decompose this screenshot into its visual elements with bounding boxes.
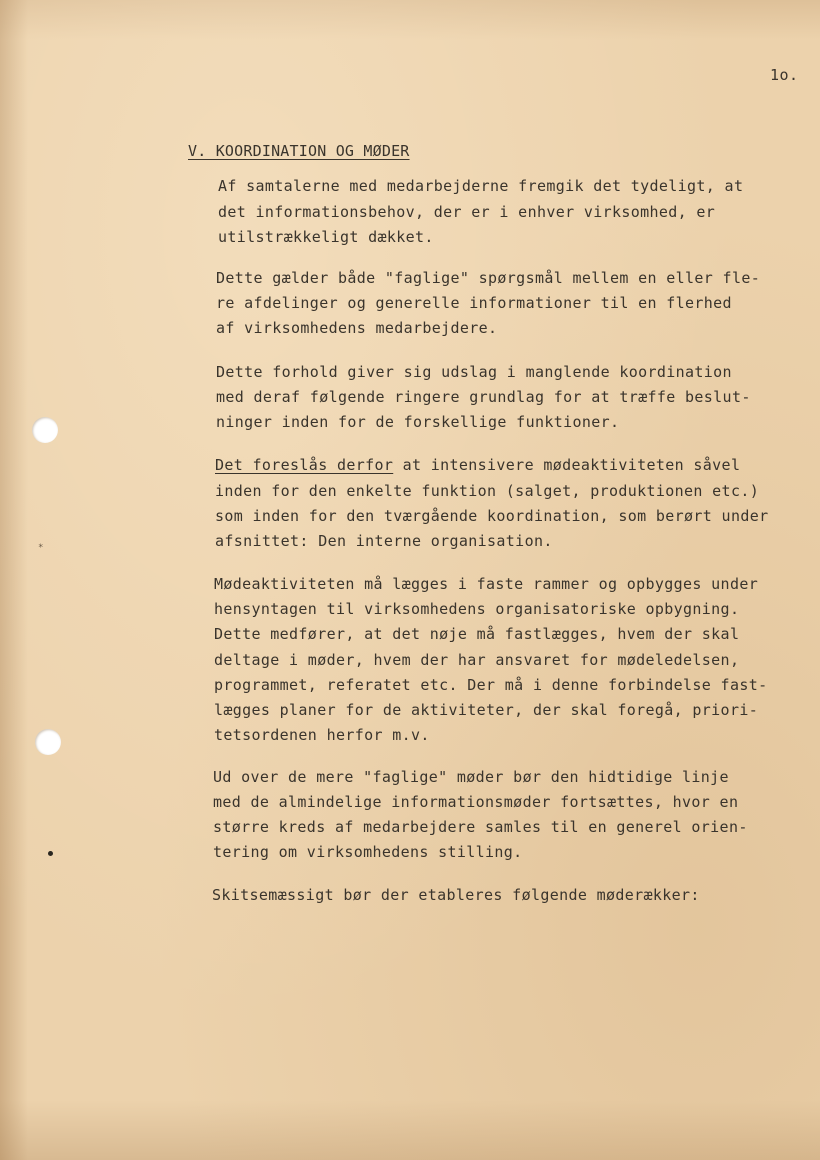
text-line: ninger inden for de forskellige funktioner. [216,413,620,431]
emphasis-underline: Det foreslås derfor [215,456,394,474]
text-line: deltage i møder, hvem der har ansvaret for mødeledelsen, [214,651,740,669]
text-line: Ud over de mere "faglige" møder bør den hidtidige linje [213,768,729,786]
text-line: afsnittet: Den interne organisation. [215,532,553,550]
text-line: utilstrækkeligt dækket. [218,228,434,246]
text-line: Mødeaktiviteten må lægges i faste rammer og opbygges under [214,575,759,593]
text-line: programmet, referatet etc. Der må i denne forbindelse fast- [214,676,768,694]
punch-hole-bottom [35,729,61,755]
text-line: lægges planer for de aktiviteter, der skal foregå, priori- [214,701,759,719]
text-line: Dette gælder både "faglige" spørgsmål mellem en eller fle- [216,269,761,287]
text-line: som inden for den tværgående koordination, som berørt under [215,507,769,525]
text-line: med deraf følgende ringere grundlag for at træffe beslut- [216,388,751,406]
text-line: tering om virksomhedens stilling. [213,843,523,861]
text-line: det informationsbehov, der er i enhver virksomhed, er [218,203,716,221]
text-line: tetsordenen herfor m.v. [214,726,430,744]
section-title: V. KOORDINATION OG MØDER [188,142,410,160]
text-line [215,456,740,474]
text-line: Af samtalerne med medarbejderne fremgik det tydeligt, at [218,177,744,195]
punch-hole-top [32,417,58,443]
text-line: Skitsemæssigt bør der etableres følgende møderækker: [212,886,700,904]
text-line: af virksomhedens medarbejdere. [216,319,498,337]
text-line: Dette forhold giver sig udslag i manglende koordination [216,363,732,381]
text-line: inden for den enkelte funktion (salget, produktionen etc.) [215,482,760,500]
text-line: større kreds af medarbejdere samles til en generel orien- [213,818,748,836]
page-number: 1o. [770,66,799,84]
text-line: re afdelinger og generelle informationer til en flerhed [216,294,732,312]
text-line: med de almindelige informationsmøder fortsættes, hvor en [213,793,739,811]
text-line: Dette medfører, at det nøje må fastlægges, hvem der skal [214,625,740,643]
margin-mark: * [38,543,44,553]
ink-speck [48,851,53,856]
text-line: hensyntagen til virksomhedens organisatoriske opbygning. [214,600,740,618]
text-run: at intensivere mødeaktiviteten såvel [393,456,741,474]
